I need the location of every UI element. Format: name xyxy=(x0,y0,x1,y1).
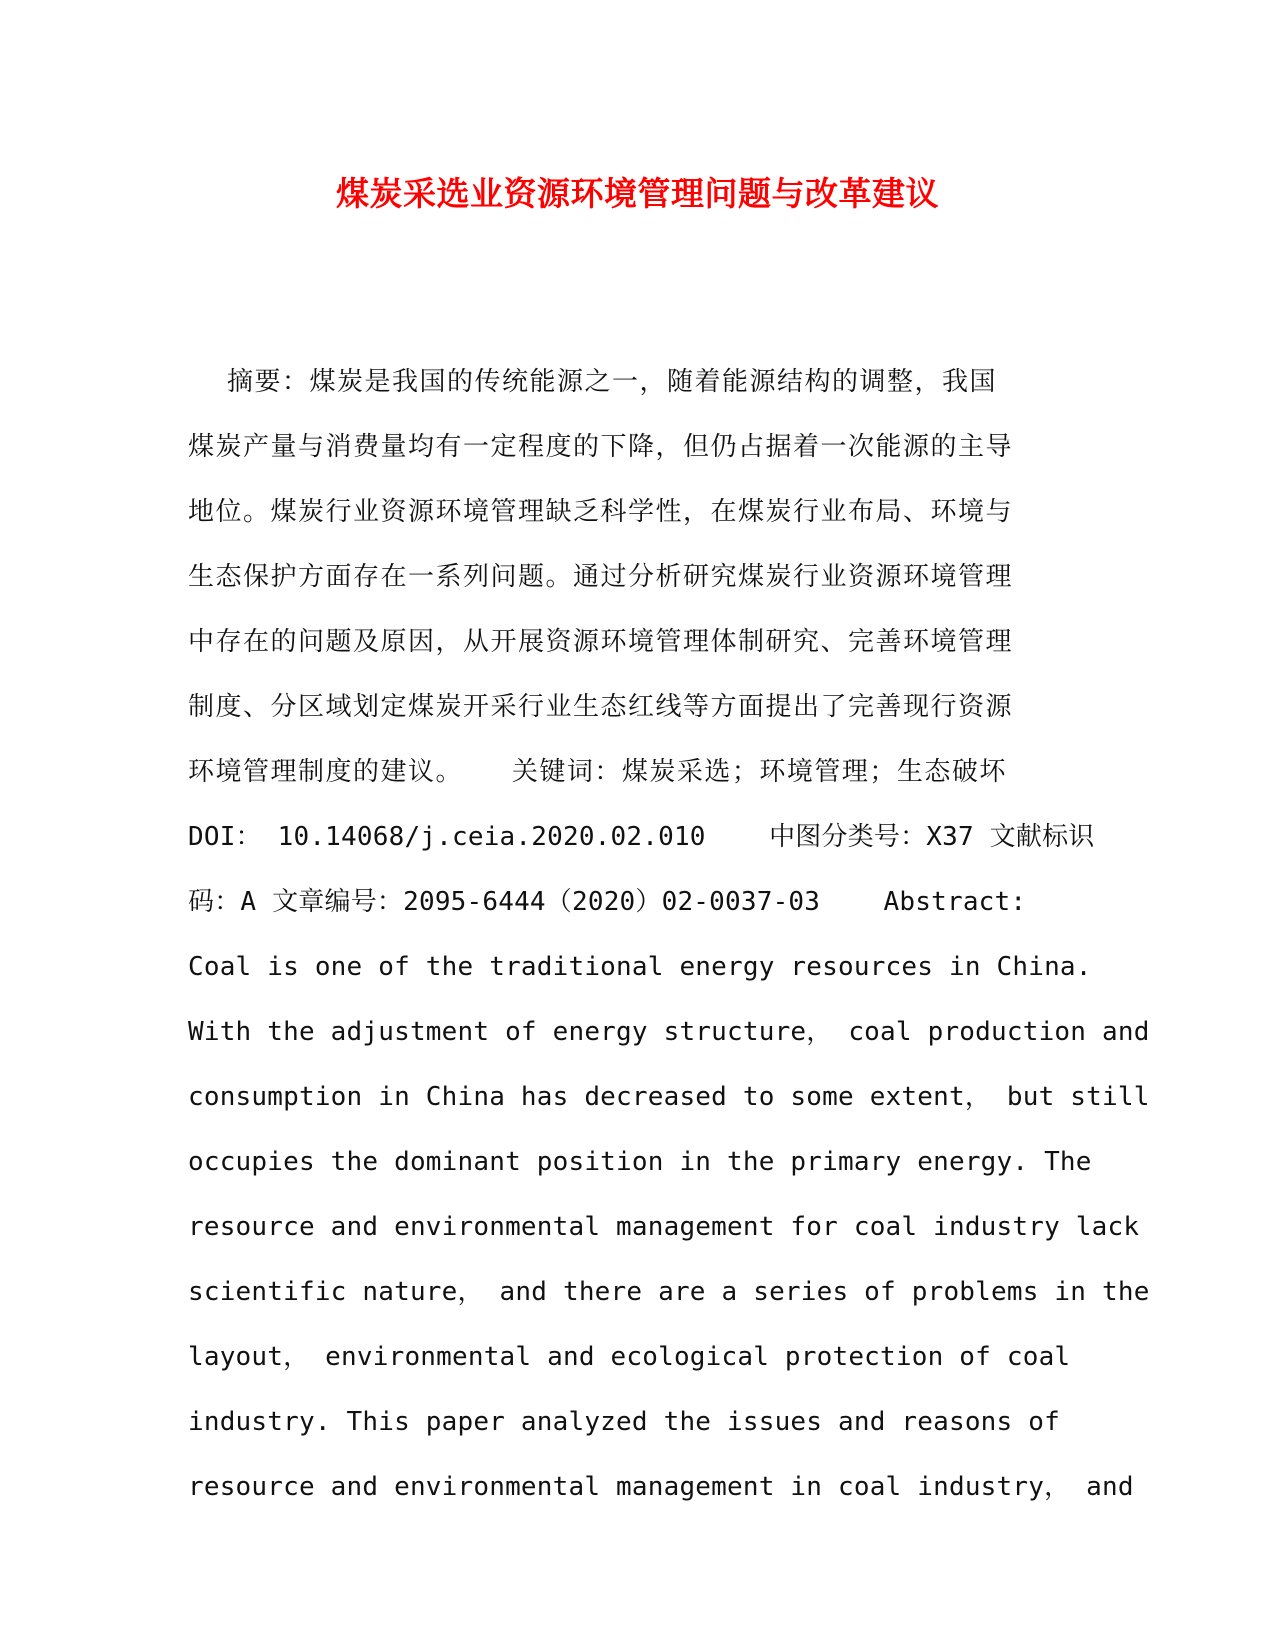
body-line: 生态保护方面存在一系列问题。通过分析研究煤炭行业资源环境管理 xyxy=(188,562,1014,592)
body-line: consumption in China has decreased to some extent， but still xyxy=(188,1082,1150,1112)
body-line: 制度、分区域划定煤炭开采行业生态红线等方面提出了完善现行资源 xyxy=(188,692,1014,722)
document-body xyxy=(188,350,1150,1520)
body-line: layout， environmental and ecological protection of coal xyxy=(188,1342,1071,1372)
body-line: 煤炭产量与消费量均有一定程度的下降，但仍占据着一次能源的主导 xyxy=(188,432,1014,462)
body-line: resource and environmental management in coal industry， and xyxy=(188,1472,1134,1502)
body-line: 中存在的问题及原因，从开展资源环境管理体制研究、完善环境管理 xyxy=(188,627,1014,657)
body-line: 地位。煤炭行业资源环境管理缺乏科学性，在煤炭行业布局、环境与 xyxy=(188,497,1014,527)
body-line: DOI： 10.14068/j.ceia.2020.02.010 中图分类号：X37 文献标识 xyxy=(188,822,1095,852)
body-line: scientific nature， and there are a series of problems in the xyxy=(188,1277,1150,1307)
document-title: 煤炭采选业资源环境管理问题与改革建议 xyxy=(336,174,939,213)
body-line: occupies the dominant position in the primary energy. The xyxy=(188,1147,1092,1177)
body-line: industry. This paper analyzed the issues and reasons of xyxy=(188,1407,1060,1437)
body-line: 环境管理制度的建议。 关键词：煤炭采选；环境管理；生态破坏 xyxy=(188,757,1007,787)
body-line: With the adjustment of energy structure， coal production and xyxy=(188,1017,1150,1047)
body-line: 码：A 文章编号：2095-6444（2020）02-0037-03 Abstract: xyxy=(188,887,1027,917)
body-line: Coal is one of the traditional energy resources in China. xyxy=(188,952,1092,982)
body-line: resource and environmental management for coal industry lack xyxy=(188,1212,1140,1242)
body-line: 摘要：煤炭是我国的传统能源之一，随着能源结构的调整，我国 xyxy=(188,367,998,397)
